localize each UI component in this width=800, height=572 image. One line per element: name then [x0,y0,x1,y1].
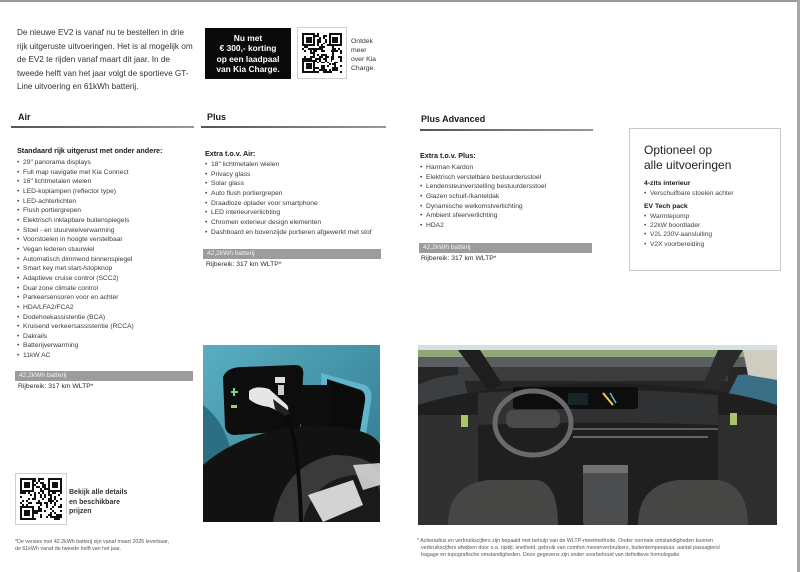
option-group-name: 4-zits interieur [644,180,691,187]
caption-line: Charge. [351,65,376,72]
top-border [0,0,800,2]
qr-code-details-prices[interactable] [15,473,67,525]
promo-line: € 300,- korting [219,43,277,54]
list-item: • LED-achterlichten [17,197,197,207]
list-item: • Draadloze oplader voor smartphone [205,199,390,209]
footnote-availability [15,539,169,553]
list-item: • Elektrisch verstelbare bestuurdersstoel [420,173,605,183]
range-plus: Rijbereik: 317 km WLTP* [206,261,282,268]
list-item: • LED interieurverlichting [205,208,390,218]
charging-port-photo [203,345,380,522]
option-group-name: EV Tech pack [644,203,688,210]
list-item: • Auto flush portiergrepen [205,189,390,199]
caption-line: prijzen [69,508,92,516]
promo-line: Nu met [233,32,263,43]
list-item: • Full map navigatie met Kia Connect [17,168,197,178]
feature-list-air [17,158,197,361]
list-item: • 29" panorama displays [17,158,197,168]
promo-line: van Kia Charge. [216,63,280,74]
qr-caption-kia-charge [351,37,376,73]
list-item: • Solar glass [205,179,390,189]
option-group-list [644,189,734,198]
list-item: • V2X voorbereiding [644,240,712,249]
interior-illustration [418,345,777,525]
list-item: • 11kW AC [17,351,197,361]
list-item: • Dashboard en bovenzijde portieren afgewerkt met stof [205,228,390,238]
list-item: • Elektrisch inklapbare buitenspiegels [17,216,197,226]
promo-box [205,28,291,79]
list-item: • 22kW boordlader [644,221,712,230]
footnote-line: *De versies met 42,2kWh batterij zijn vanaf maart 2026 leverbaar, [15,539,169,545]
caption-line: over Kia [351,56,376,63]
footnote-line: bagage en topografische omstandigheden. Deze gegevens zijn onder voorbehoud van definitieve homologatie. [421,552,681,558]
list-item: • Privacy glass [205,170,390,180]
list-item: • Flush portiergrepen [17,206,197,216]
list-item: • Harman Kardon [420,163,605,173]
list-item: • Voorstoelen in hoogte verstelbaar [17,235,197,245]
battery-badge-air: 42,2kWh batterij [15,371,193,381]
list-item: • LED-koplampen (reflector type) [17,187,197,197]
list-item: • Stoel - en stuurwielverwarming [17,226,197,236]
range-plus-advanced: Rijbereik: 317 km WLTP* [421,255,497,262]
column-title-plus: Plus [207,112,227,122]
footnote-line: verbruikscijfers afwijken door o.a. rijstijl, snelheid, gebruik van comfort-/nevenverbruikers, buitentemperatuur, aantal passagiers/ [421,545,721,551]
list-item: • V2L 230V-aansluiting [644,230,712,239]
list-item: • Kruisend verkeersassistentie (RCCA) [17,322,197,332]
qr-code-kia-charge[interactable] [297,27,347,79]
column-subhead-plus-advanced: Extra t.o.v. Plus: [420,151,476,160]
column-rule [201,126,386,128]
list-item: • Warmtepomp [644,212,712,221]
caption-line: Bekijk alle details [69,489,128,496]
option-group-list [644,212,712,249]
list-item: • 16" lichtmetalen wielen [17,177,197,187]
list-item: • Adaptieve cruise control (SCC2) [17,274,197,284]
qr-code-icon [302,33,342,73]
feature-list-plus-advanced [420,163,605,231]
list-item: • Dynamische welkomstverlichting [420,202,605,212]
charging-port-illustration [203,345,380,522]
list-item: • Vegan lederen stuurwiel [17,245,197,255]
column-subhead-air: Standaard rijk uitgerust met onder andere: [17,146,163,155]
list-item: • 18" lichtmetalen wielen [205,160,390,170]
list-item: • Automatisch dimmend binnenspiegel [17,255,197,265]
title-line: Optioneel op [644,143,713,157]
list-item: • Verschuifbare stoelen achter [644,189,734,198]
battery-badge-plus-advanced: 42,2kWh batterij [419,243,592,253]
list-item: • Chromen exterieur design elementen [205,218,390,228]
list-item: • Lendensteunverstelling bestuurdersstoel [420,182,605,192]
list-item: • Dual zone climate control [17,284,197,294]
caption-line: Ontdek [351,38,373,45]
intro-paragraph: De nieuwe EV2 is vanaf nu te bestellen in drie rijk uitgeruste uitvoeringen. Het is al mogelijk om de EV2 te rijden vanaf maart dit jaar. In de tweede helft van het jaar volgt de sportieve GT-Line uitvoering en 61kWh batterij. [17,28,193,92]
optional-title [644,143,731,172]
column-subhead-plus: Extra t.o.v. Air: [205,149,256,158]
title-line: alle uitvoeringen [644,157,732,172]
list-item: • Dodehoekassistentie (BCA) [17,313,197,323]
qr-code-icon [20,478,62,520]
list-item: • Smart key met start-/stopknop [17,264,197,274]
feature-list-plus [205,160,390,237]
column-title-plus-advanced: Plus Advanced [421,114,486,124]
list-item: • Parkeersensoren voor en achter [17,293,197,303]
list-item: • HDA/LFA2/FCA2 [17,303,197,313]
list-item: • HDA2 [420,221,605,231]
range-air: Rijbereik: 317 km WLTP* [18,383,94,390]
column-rule [11,126,194,128]
optional-options-box [629,128,781,271]
list-item: • Dakrails [17,332,197,342]
column-rule [420,129,593,131]
list-item: • Ambient sfeerverlichting [420,211,605,221]
qr-caption-details-prices [69,488,127,517]
column-title-air: Air [18,112,31,122]
caption-line: meer [351,47,367,54]
promo-line: op een laadpaal [216,53,280,64]
caption-line: en beschikbare [69,498,120,506]
list-item: • Batterijverwarming [17,341,197,351]
list-item: • Glazen schuif-/kanteldak [420,192,605,202]
footnote-wltp [417,538,720,559]
footnote-line: * Actieradius en verbruikscijfers zijn bepaald met behulp van de WLTP-meetmethode. Onder normale omstandigheden kunnen [417,538,714,544]
footnote-line: de 61kWh vanaf de tweede helft van het jaar. [15,546,122,552]
interior-dashboard-photo [418,345,777,525]
battery-badge-plus: 42,2kWh batterij [203,249,381,259]
